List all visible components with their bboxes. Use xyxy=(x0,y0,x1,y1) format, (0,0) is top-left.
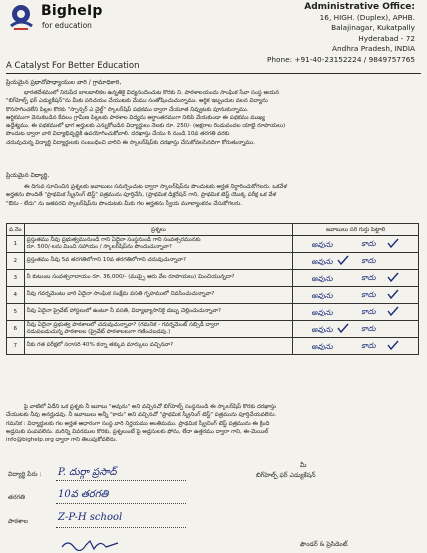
check-mark-icon xyxy=(387,289,399,299)
signoff-title: ఫౌండర్ & ప్రెసిడెంట్ xyxy=(300,541,348,548)
salutation-headmaster: ప్రియమైన ప్రధానోపాధ్యాయుల వారి / గ్రామాధికారి, xyxy=(6,79,122,86)
answer-yes[interactable]: అవును xyxy=(311,308,333,317)
table-header-row xyxy=(7,224,419,236)
question-cell xyxy=(24,304,293,321)
row-number: 1 xyxy=(7,236,25,253)
answer-yes[interactable]: అవును xyxy=(311,325,333,334)
answer-cell[interactable] xyxy=(293,321,419,338)
paragraph-line: "ఔను - లేదు" ను జతపరచి స్కాలర్‌షిప్‌ను పొందుటకు మీకు గల అర్హతను స్వీయ మూల్యాంకనం చేసుకోగలరు. xyxy=(6,200,242,207)
student-name-value[interactable]: P. దుర్గా ప్రసాద్ xyxy=(58,467,117,478)
paragraph-line: info@bighelp.org ద్వారా గాని తెలుపుకోవలెను. xyxy=(6,437,118,444)
eligibility-table xyxy=(6,223,419,355)
class-label: తరగతి xyxy=(8,494,25,501)
office-address xyxy=(225,2,415,65)
office-line: 16, HIGH. (Duplex), APHB. xyxy=(319,13,415,22)
check-mark-icon xyxy=(387,238,399,248)
question-cell xyxy=(24,236,293,253)
answer-yes[interactable]: అవును xyxy=(311,257,333,266)
signoff-org: బిగ్‌హెల్ప్ ఫర్ ఎడ్యుకేషన్ xyxy=(256,472,316,479)
office-line: Hyderabad - 72 xyxy=(358,33,415,43)
brand-logo xyxy=(6,3,186,41)
answer-no[interactable]: కాదు xyxy=(361,290,376,299)
paragraph-line: ఈ దిగువ సూచించిన ప్రశ్నలకు జవాబులు సమర్పించుట ద్వారా స్కాలర్‌షిప్‌ను పొందుటకు అర్హత నిర్ధారించుకోగలరు. ఒకవేళ xyxy=(24,184,287,190)
office-line: Balajinagar, Kukatpally xyxy=(331,23,415,33)
answer-cell[interactable] xyxy=(293,236,419,253)
office-title: Administrative Office: xyxy=(304,2,415,12)
office-phone: Phone: +91-40-23152224 / 9849757765 xyxy=(267,54,415,64)
question-line: రూ. 500/-లను మించి సహాయం / స్కాలర్‌షిప్‌ను పొందుచున్నావా? xyxy=(26,244,172,250)
answer-no[interactable]: కాదు xyxy=(361,256,376,265)
paragraph-line: ఆర్థికముగా వెనుకబడిన కేవలం గ్రామీణ పిల్లలకు పాఠశాల విద్యను అర్థాంతరముగా నిలిపి వేయకుండా ఈ పథకము ముఖ్య xyxy=(6,114,265,121)
question-cell xyxy=(24,253,293,270)
office-line: Andhra Pradesh, INDIA xyxy=(332,44,415,54)
question-cell xyxy=(24,270,293,287)
answer-cell[interactable] xyxy=(293,287,419,304)
answer-cell[interactable] xyxy=(293,304,419,321)
table-row xyxy=(7,236,419,253)
question-line: ప్రస్తుతము నీవు 5వ తరగతిలోగాని 10వ తరగతిలోగాని చదువుచున్నావా? xyxy=(26,257,187,264)
row-number: 5 xyxy=(7,304,25,321)
question-cell xyxy=(24,321,293,338)
question-line: నీవు ఏదైనా ప్రైవేట్ హాస్టలులో ఉంటూ నీ వసతి, విద్యాభ్యాసానికై డబ్బు చెల్లించుచున్నావా? xyxy=(26,308,222,315)
answer-yes[interactable]: అవును xyxy=(311,291,333,300)
closing-paragraph xyxy=(6,403,419,444)
handwritten-signature xyxy=(60,537,120,551)
answer-cell[interactable] xyxy=(293,338,419,355)
paragraph-line: గమనిక : విద్యార్థులకు గల అర్హత ఆధారంగా సంస్థ వారి నిర్ణయము అంతిమము. ప్రాథమిక స్క్రీనింగ్ టెస్ట్ పత్రమును ఈ క్రింది xyxy=(6,420,270,427)
intro-paragraph xyxy=(6,89,419,147)
row-number: 2 xyxy=(7,253,25,270)
paragraph-line: చదువుచున్న విద్యార్థి విద్యార్థులకు సంబంధించి వారిని ఈ స్కాలర్‌షిప్‌కు దరఖాస్తు చేసుకోవలసినదిగా కోరుతున్నాము. xyxy=(6,139,255,146)
school-underline xyxy=(56,527,186,528)
row-number: 6 xyxy=(7,321,25,338)
check-mark-icon xyxy=(387,340,399,350)
answer-yes[interactable]: అవును xyxy=(311,274,333,283)
paragraph-line: ఉద్దేశ్యము. ఈ పథకములో భాగ అర్హులకు ఎన్నుకోబడిన విద్యార్థులు నెలకు రూ. 250/- (అక్షరాల రెండువందల యాభై రూపాయలు) xyxy=(6,123,286,130)
check-mark-icon xyxy=(337,255,349,265)
row-number: 4 xyxy=(7,287,25,304)
class-underline xyxy=(56,503,186,504)
table-row xyxy=(7,287,419,304)
paragraph-line: అర్హతను పొందితే "ప్రాథమిక స్క్రీనింగ్ టెస్ట్" పత్రమును పూర్తిచేసి, (ప్రాథమిక డిక్లరేషన్ గాని, ప్రాథమిక టెస్ట్ యొక్క పరీక్ష ఒక వేళ xyxy=(6,192,277,199)
bighelp-logo-icon xyxy=(6,4,37,30)
paragraph-line: చేయుటకు నీవు అనర్హుడవు. నీ జవాబులు అన్నీ "కాదు" అని వచ్చినచో "ప్రాథమిక స్క్రీనింగ్ టెస్ట్" పత్రమును పూర్తిచేయవలెను. xyxy=(6,412,277,419)
question-line: ప్రస్తుతము నీవు ప్రభుత్వమునుండి గాని ఏదైనా సంస్థనుండి గాని సంవత్సరమునకు xyxy=(26,236,201,243)
row-number: 7 xyxy=(7,338,25,355)
answer-no[interactable]: కాదు xyxy=(361,341,376,350)
paragraph-line: పై వాటిలో ఏదేని ఒక ప్రశ్నకు నీ జవాబు "అవును" అని వచ్చినచో బిగ్‌హెల్ప్ సంస్థనుండి ఈ స్కాలర్‌షిప్ కొరకు దరఖాస్తు xyxy=(24,404,276,410)
school-label: పాఠశాల xyxy=(8,518,28,525)
table-row xyxy=(7,270,419,287)
paragraph-line: పొందుట ద్వారా వారి విద్యాభివృద్ధికి ఉపయోగించుకోవాలి. దరఖాస్తు చేయు 6 నుండి 10వ తరగతి వరకు xyxy=(6,131,230,138)
question-line: నీవు గవర్నమెంటు వారి ఏదైనా సాంఘిక సంక్షేమ వసతి గృహములో నివసించుచున్నావా? xyxy=(26,291,215,298)
instruction-paragraph xyxy=(6,183,419,208)
check-mark-icon xyxy=(387,272,399,282)
answer-no[interactable]: కాదు xyxy=(361,307,376,316)
question-line: నీవు ఏదైనా ప్రభుత్వ పాఠశాలలో చదువుచున్నావా? (గమనిక - గవర్నమెంట్ సబ్సిడీ ద్వారా xyxy=(26,321,220,328)
col-header-question: ప్రశ్నలు xyxy=(24,224,293,236)
class-value[interactable]: 10వ తరగతి xyxy=(58,489,109,500)
question-cell xyxy=(24,338,293,355)
question-line: నీకు గత పరీక్షలో సరాసరి 40% కన్నా తక్కువ మార్కులు వచ్చినవా? xyxy=(26,342,174,349)
paragraph-line: భారతదేశములో నిరుపేద బాలబాలికల ఉన్నతికై విద్యనందించుట కొరకు ని. పాఠశాలయందు సాంఘిక సేవా సంస్థ ఆయన xyxy=(24,90,280,96)
school-value[interactable]: Z-P-H school xyxy=(58,512,123,523)
check-mark-icon xyxy=(337,323,349,333)
paragraph-line: అడ్రసుకు పంపవలెను. మరిన్ని వివరముల కొరకు, ప్రశ్నలుంటే పై అడ్రసులకు ఫోను, లేదా ఉత్తరము ద్వారా గాని, ఈ-మెయిల్ xyxy=(6,428,269,435)
question-line: నడుపబడుచున్న పాఠశాలల (ప్రైవేట్ పాఠశాలలుగా గణించబడవు.) xyxy=(26,329,171,335)
answer-cell[interactable] xyxy=(293,253,419,270)
answer-no[interactable]: కాదు xyxy=(361,324,376,333)
col-header-number: వ.నెం xyxy=(7,224,25,236)
answer-yes[interactable]: అవును xyxy=(311,342,333,351)
salutation-student: ప్రియమైన విద్యార్థి, xyxy=(6,172,50,179)
student-name-label: విద్యార్థి పేరు : xyxy=(8,471,42,478)
answer-cell[interactable] xyxy=(293,270,419,287)
tagline: A Catalyst For Better Education xyxy=(6,61,140,71)
question-line: నీ కుటుంబ సంవత్సరాదాయం రూ. 36,000/- (ముప్పై ఆరు వేల రూపాయలు) మించియున్నదా? xyxy=(26,274,235,281)
paragraph-line: కొనసాగించలేని పిల్లల కొరకు "స్పాన్సర్ ఎ చైల్డ్" స్కాలర్‌షిప్ పథకము ద్వారా చేయూత నివ్వుటకు పూనుకున్నాము. xyxy=(6,106,249,113)
answer-no[interactable]: కాదు xyxy=(361,273,376,282)
answer-no[interactable]: కాదు xyxy=(361,239,376,248)
signoff-yours: మీ xyxy=(300,462,307,469)
answer-yes[interactable]: అవును xyxy=(311,240,333,249)
row-number: 3 xyxy=(7,270,25,287)
brand-sub: for education xyxy=(42,21,92,30)
check-mark-icon xyxy=(387,306,399,316)
table-row xyxy=(7,304,419,321)
brand-name: BigheIp xyxy=(41,3,103,19)
table-row xyxy=(7,338,419,355)
table-row xyxy=(7,321,419,338)
col-header-answer: జవాబులు సరి గుర్తు పెట్టాలి xyxy=(293,224,419,236)
table-row xyxy=(7,253,419,270)
header-divider xyxy=(6,73,421,74)
paragraph-line: "బిగ్‌హెల్ప్ ఫర్ ఎడ్యుకేషన్"ను మీకు పరిచయం చేయుటకు మేము సంతోషించుచున్నాము. ఆర్థిక ఇబ్బందుల వలన విద్యాను xyxy=(6,98,268,105)
name-underline xyxy=(56,480,186,481)
question-cell xyxy=(24,287,293,304)
